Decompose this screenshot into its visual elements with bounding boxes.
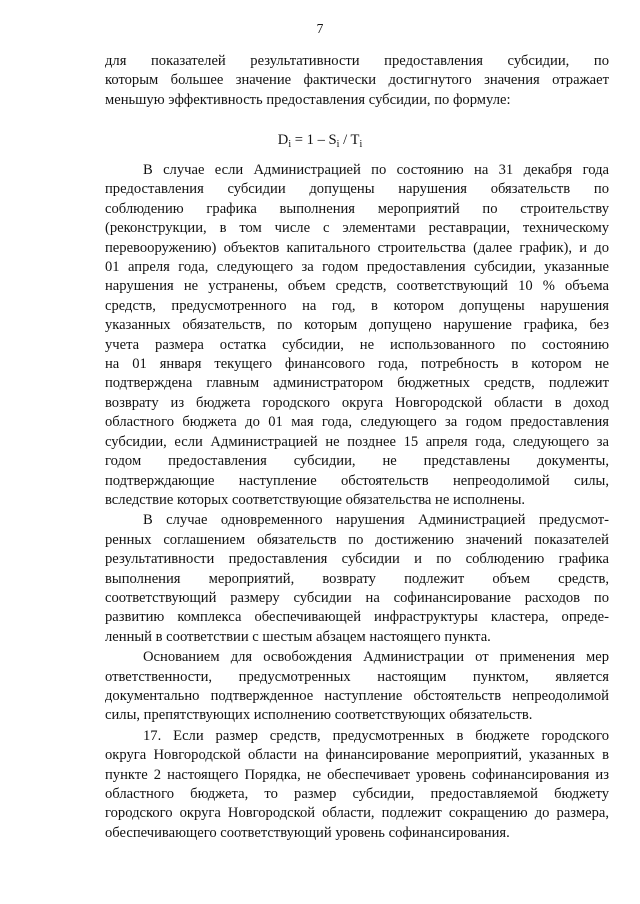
paragraph <box>105 511 609 647</box>
text-line: ленный в соответствии с шестым абзацем настоящего пункта. <box>105 628 491 645</box>
text-line: нарушения не устранены, объем средств, соответствующий 10 % объема <box>105 278 609 295</box>
text-line: возврату из бюджета городского округа Новгородской области в доход <box>105 394 609 411</box>
text-line: предоставления субсидии допущены нарушения обязательств по <box>105 181 609 198</box>
text-line: документально подтвержденное наступление обстоятельств непреодолимой <box>105 687 609 704</box>
text-line: результативности предоставления субсидии и по соблюдению графика <box>105 551 609 568</box>
text-line: на 01 января текущего финансового года, потребность в котором не <box>105 356 609 373</box>
formula-d: D <box>277 132 289 148</box>
text-line: меньшую эффективность предоставления субсидии, по формуле: <box>105 91 511 108</box>
text-line: (реконструкции, в том числе с элементами реставрации, техническому <box>105 220 609 237</box>
text-line: В случае одновременного нарушения Администрацией предусмот- <box>143 512 609 529</box>
text-line: выполнения мероприятий, возврату подлежит объем средств, <box>105 570 609 587</box>
text-line: областного бюджета до 01 мая года, следующего за годом предоставления <box>105 414 609 431</box>
text-line: подтверждающие наступление обстоятельств непреодолимой силы, <box>105 472 609 489</box>
text-line: средств, предусмотренного на год, в котором допущены нарушения <box>105 297 609 314</box>
text-line: ответственности, предусмотренных настоящим пунктом, является <box>105 668 609 685</box>
text-line: Основанием для освобождения Администрации от применения мер <box>143 649 609 666</box>
text-line: силы, препятствующих исполнению соответствующих обязательств. <box>105 707 533 724</box>
text-line: развитию комплекса обеспечивающей инфраструктуры кластера, опреде- <box>105 609 609 626</box>
text-line: субсидии, если Администрацией не позднее 15 апреля года, следующего за <box>105 433 609 450</box>
text-line: В случае если Администрацией по состоянию на 31 декабря года <box>143 162 609 178</box>
text-line: обеспечивающего соответствующий уровень софинансирования. <box>105 824 510 841</box>
text-line: 01 апреля года, следующего за годом предоставления субсидии, указанные <box>105 259 609 276</box>
paragraph <box>105 727 609 843</box>
formula <box>0 132 640 150</box>
text-line: которым большее значение фактически достигнутого значения отражает <box>105 72 609 89</box>
paragraph <box>105 161 609 510</box>
formula-divide: / T <box>339 132 360 148</box>
formula-t-subscript: i <box>359 139 363 150</box>
main-text <box>105 161 609 843</box>
text-line: 17. Если размер средств, предусмотренных в бюджете городского <box>143 727 609 744</box>
page-number: 7 <box>316 21 324 36</box>
formula-d-subscript: i <box>288 139 292 150</box>
text-line: ренных соглашением обязательств по достижению значений показателей <box>105 531 609 548</box>
paragraph <box>105 648 609 726</box>
text-line: перевооружению) объектов капитального строительства (далее график), и до <box>105 239 609 256</box>
text-line: соответствующий размеру субсидии на софинансирование расходов по <box>105 589 609 606</box>
text-line: для показателей результативности предоставления субсидии, по <box>105 53 609 69</box>
text-line: вследствие которых соответствующие обязательства не исполнены. <box>105 491 526 508</box>
text-line: областного бюджета, то размер субсидии, предоставляемой бюджету <box>105 786 609 802</box>
text-line: соблюдению графика выполнения мероприятий по строительству <box>105 200 609 217</box>
text-line: округа Новгородской области на финансирование мероприятий, указанных в <box>105 747 609 764</box>
text-line: пункте 2 настоящего Порядка, не обеспечивает уровень софинансирования из <box>105 766 609 783</box>
text-line: указанных обязательств, по которым допущено нарушение графика, без <box>105 317 609 334</box>
text-line: учета размера остатка субсидии, не использованного по состоянию <box>105 336 609 353</box>
formula-equals: = 1 – S <box>291 132 337 148</box>
text-line: подтверждена главным администратором бюджетных средств, подлежит <box>105 375 609 392</box>
text-line: годом предоставления субсидии, не представлены документы, <box>105 453 609 470</box>
intro-paragraph <box>105 52 609 110</box>
formula-s-subscript: i <box>336 139 340 150</box>
text-line: городского округа Новгородской области, подлежит сокращению до размера, <box>105 805 609 822</box>
